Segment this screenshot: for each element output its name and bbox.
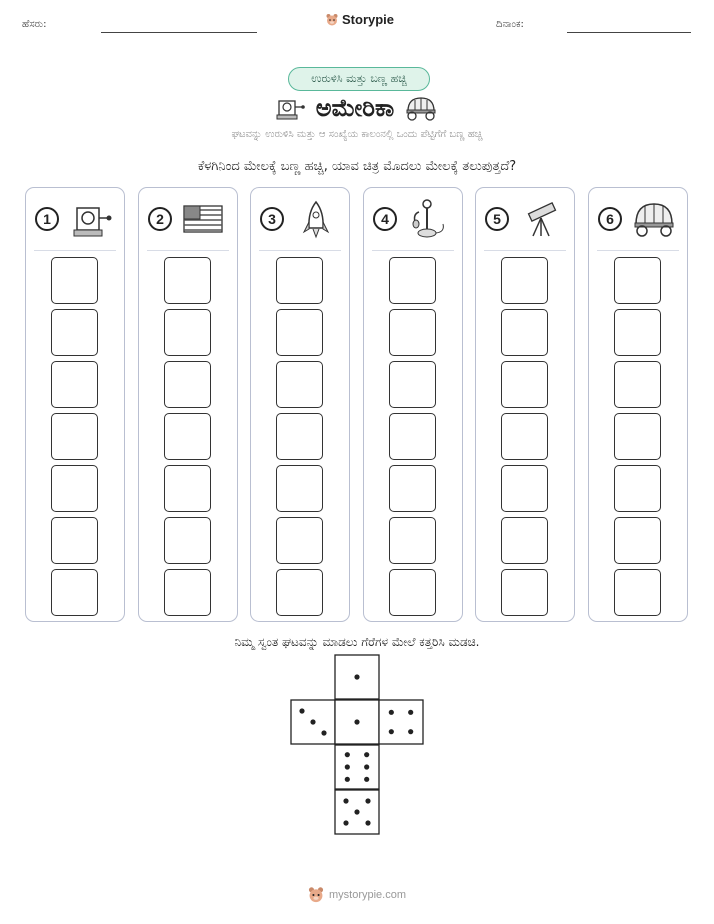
question: ಕೆಳಗಿನಿಂದ ಮೇಲಕ್ಕೆ ಬಣ್ಣ ಹಚ್ಚಿ, ಯಾವ ಚಿತ್ರ ಮೊದಲು ಮೇಲಕ್ಕೆ ತಲುಪುತ್ತದೆ? [197, 159, 517, 174]
die-pip [310, 719, 315, 724]
die-pip [389, 729, 394, 734]
footer-url: mystorypie.com [328, 889, 407, 901]
column-number: 5 [485, 207, 509, 231]
column-number: 4 [373, 207, 397, 231]
die-face-4 [379, 700, 423, 744]
die-pip [354, 719, 359, 724]
die-face-1 [335, 700, 379, 744]
die-instruction: ನಿಮ್ಮ ಸ್ವಂತ ಘಟವನ್ನು ಮಾಡಲು ಗೆರೆಗಳ ಮೇಲೆ ಕತ್ತರಿಸಿ ಮಡಚಿ. [234, 635, 480, 649]
die-face-5 [335, 790, 379, 834]
page-title: ಅಮೇರಿಕಾ [315, 94, 395, 122]
column-number: 3 [260, 207, 284, 231]
die-pip [343, 798, 348, 803]
die-pip [345, 777, 350, 782]
die-pip [354, 674, 359, 679]
die-pip [343, 820, 348, 825]
die-pip [365, 820, 370, 825]
brand-name: Storypie [342, 12, 395, 27]
name-label: ಹೆಸರು: [22, 19, 47, 30]
column-number: 6 [598, 207, 622, 231]
activity-pill: ಉರುಳಿಸಿ ಮತ್ತು ಬಣ್ಣ ಹಚ್ಚಿ [288, 67, 430, 91]
die-pip [354, 809, 359, 814]
die-pip [408, 710, 413, 715]
column-number: 1 [35, 207, 59, 231]
die-pip [321, 730, 326, 735]
die-pip [364, 752, 369, 757]
die-pip [365, 798, 370, 803]
bear-icon [308, 886, 324, 904]
die-pip [389, 710, 394, 715]
subtitle: ಘಟವನ್ನು ಉರುಳಿಸಿ ಮತ್ತು ಆ ಸಂಖ್ಯೆಯ ಕಾಲಂನಲ್ಲಿ ಒಂದು ಪೆಟ್ಟಿಗೆಗೆ ಬಣ್ಣ ಹಚ್ಚಿ [231, 129, 483, 140]
date-label: ದಿನಾಂಕ: [496, 19, 524, 30]
die-face-1 [335, 655, 379, 699]
die-pip [345, 752, 350, 757]
footer [0, 886, 714, 904]
column-number: 2 [148, 207, 172, 231]
die-face-3 [291, 700, 335, 744]
die-pip [364, 764, 369, 769]
die-pip [345, 764, 350, 769]
die-pip [364, 777, 369, 782]
die-face-6 [335, 745, 379, 789]
die-pip [299, 708, 304, 713]
die-pip [408, 729, 413, 734]
